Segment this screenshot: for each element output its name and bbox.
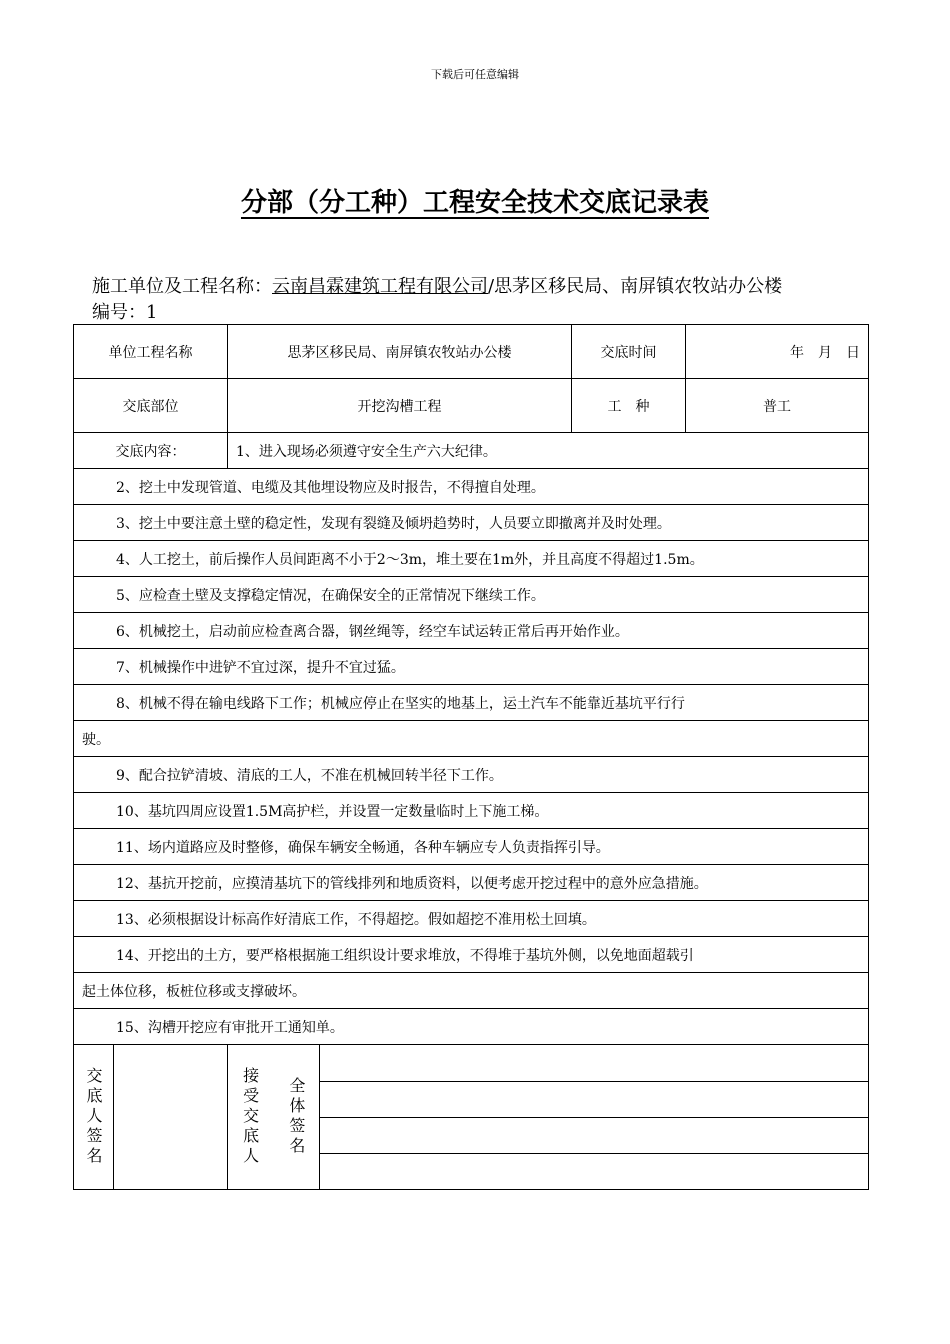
content-item: 6、机械挖土，启动前应检查离合器，钢丝绳等，经空车试运转正常后再开始作业。 — [74, 613, 869, 649]
receiver-label-cell — [228, 1045, 319, 1189]
page-title — [0, 182, 950, 219]
part-label: 交底部位 — [74, 379, 228, 433]
time-value: 年 月 日 — [686, 325, 869, 379]
unit-line — [92, 272, 892, 298]
content-item: 8、机械不得在输电线路下工作；机械应停止在坚实的地基上，运土汽车不能靠近基坑平行行 — [74, 685, 869, 721]
content-item: 5、应检查土壁及支撑稳定情况，在确保安全的正常情况下继续工作。 — [74, 577, 869, 613]
receiver-label: 接受交底人 — [240, 1067, 260, 1167]
trade-label: 工 种 — [572, 379, 686, 433]
disclosure-table — [73, 324, 869, 1190]
content-item-1: 1、进入现场必须遵守安全生产六大纪律。 — [228, 433, 869, 469]
unit-label: 施工单位及工程名称： — [92, 276, 272, 297]
time-label: 交底时间 — [572, 325, 686, 379]
content-item: 15、沟槽开挖应有审批开工通知单。 — [74, 1009, 869, 1045]
content-item-continuation: 驶。 — [74, 721, 869, 757]
number-label: 编号：1 — [92, 302, 158, 323]
content-label: 交底内容： — [74, 433, 228, 469]
all-sign-label: 全体签名 — [286, 1077, 306, 1157]
content-item: 14、开挖出的土方，要严格根据施工组织设计要求堆放，不得堆于基坑外侧，以免地面超载引 — [74, 937, 869, 973]
sign-line[interactable] — [319, 1081, 868, 1117]
content-item: 12、基抗开挖前，应摸清基坑下的管线排列和地质资料，以便考虑开挖过程中的意外应急措施。 — [74, 865, 869, 901]
content-item-continuation: 起土体位移，板桩位移或支撑破坏。 — [74, 973, 869, 1009]
signer-signature-field[interactable] — [114, 1045, 228, 1190]
signer-label-cell — [74, 1045, 114, 1190]
content-item: 3、挖土中要注意土壁的稳定性，发现有裂缝及倾坍趋势时，人员要立即撤离并及时处理。 — [74, 505, 869, 541]
header-note: 下载后可任意编辑 — [431, 68, 519, 81]
content-item: 13、必须根据设计标高作好清底工作，不得超挖。假如超挖不准用松土回填。 — [74, 901, 869, 937]
content-item: 2、挖土中发现管道、电缆及其他埋设物应及时报告，不得擅自处理。 — [74, 469, 869, 505]
content-item: 10、基坑四周应设置1.5M高护栏，并设置一定数量临时上下施工梯。 — [74, 793, 869, 829]
title-text: 分部（分工种）工程安全技术交底记录表 — [240, 188, 709, 218]
unit-project-label: 单位工程名称 — [74, 325, 228, 379]
sign-line[interactable] — [319, 1153, 868, 1189]
content-item: 9、配合拉铲清坡、清底的工人，不准在机械回转半径下工作。 — [74, 757, 869, 793]
trade-value: 普工 — [686, 379, 869, 433]
project-name: /思茅区移民局、南屏镇农牧站办公楼 — [488, 276, 783, 297]
signer-label: 交底人签名 — [84, 1067, 103, 1167]
unit-project-value: 思茅区移民局、南屏镇农牧站办公楼 — [228, 325, 572, 379]
content-item: 4、人工挖土，前后操作人员间距离不小于2～3m，堆土要在1m外，并且高度不得超过1.5m。 — [74, 541, 869, 577]
company-name: 云南昌霖建筑工程有限公司 — [272, 276, 488, 297]
content-item: 7、机械操作中进铲不宜过深，提升不宜过猛。 — [74, 649, 869, 685]
content-item: 11、场内道路应及时整修，确保车辆安全畅通，各种车辆应专人负责指挥引导。 — [74, 829, 869, 865]
sign-line[interactable] — [319, 1045, 868, 1081]
sign-line[interactable] — [319, 1117, 868, 1153]
receiver-table — [228, 1045, 868, 1189]
part-value: 开挖沟槽工程 — [228, 379, 572, 433]
